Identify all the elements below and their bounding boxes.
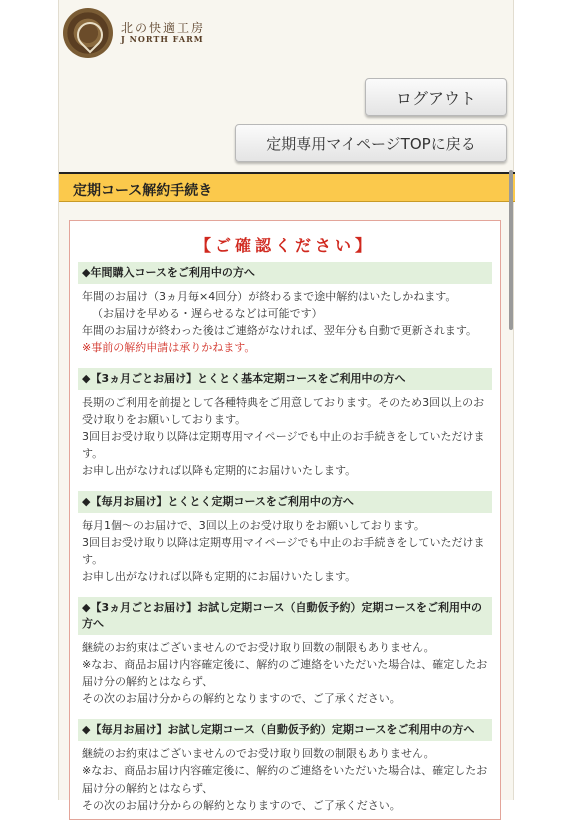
spacer	[78, 707, 492, 719]
mypage-top-button[interactable]: 定期専用マイページTOPに戻る	[235, 124, 507, 162]
notice-block-monthly	[78, 491, 492, 585]
block-line: 長期のご利用を前提として各種特典をご用意しております。そのため3回以上のお受け取りをお願いしております。	[82, 396, 485, 427]
block-heading: ◆【3ヵ月ごとお届け】お試し定期コース（自動仮予約）定期コースをご利用中の方へ	[78, 597, 492, 635]
block-body	[78, 635, 492, 707]
block-line: その次のお届け分からの解約となりますので、ご了承ください。	[82, 798, 401, 812]
block-body	[78, 284, 492, 356]
notice-block-monthly-trial	[78, 719, 492, 813]
brand-name-en: J NORTH FARM	[121, 34, 204, 45]
notice-block-3month-basic	[78, 368, 492, 479]
block-line: 継続のお約束はございませんのでお受け取り回数の制限もありません。	[82, 641, 435, 655]
scrollbar[interactable]	[509, 170, 513, 330]
notice-block-annual	[78, 262, 492, 356]
section-title: 定期コース解約手続き	[59, 172, 515, 202]
page-frame	[58, 0, 514, 812]
logout-button[interactable]: ログアウト	[365, 78, 507, 116]
block-line: ※なお、商品お届け内容確定後に、解約のご連絡をいただいた場合は、確定したお届け分の解約とはならず、	[82, 764, 488, 795]
spacer	[78, 356, 492, 368]
block-heading: ◆【毎月お届け】とくとく定期コースをご利用中の方へ	[78, 491, 492, 513]
spacer	[78, 479, 492, 491]
block-body	[78, 741, 492, 813]
notice-box	[69, 220, 501, 820]
block-line: その次のお届け分からの解約となりますので、ご了承ください。	[82, 692, 401, 706]
brand-logo[interactable]	[63, 8, 205, 58]
brand-text	[121, 21, 205, 45]
spacer	[78, 585, 492, 597]
block-heading: ◆【毎月お届け】お試し定期コース（自動仮予約）定期コースをご利用中の方へ	[78, 719, 492, 741]
block-line: 毎月1個〜のお届けで、3回以上のお受け取りをお願いしております。	[82, 519, 425, 533]
block-line: ※なお、商品お届け内容確定後に、解約のご連絡をいただいた場合は、確定したお届け分の解約とはならず、	[82, 658, 488, 689]
block-body	[78, 390, 492, 479]
block-heading: ◆年間購入コースをご利用中の方へ	[78, 262, 492, 284]
block-line: お申し出がなければ以降も定期的にお届けいたします。	[82, 570, 357, 584]
block-line: 年間のお届け（3ヵ月毎×4回分）が終わるまで途中解約はいたしかねます。	[82, 289, 457, 303]
block-line: 3回目お受け取り以降は定期専用マイページでも中止のお手続きをしていただけます。	[82, 430, 485, 461]
block-body	[78, 513, 492, 585]
brand-emblem-icon	[63, 8, 113, 58]
block-line: 年間のお届けが終わった後はご連絡がなければ、翌年分も自動で更新されます。	[82, 324, 478, 338]
block-line: 継続のお約束はございませんのでお受け取り回数の制限もありません。	[82, 747, 435, 761]
warning-text: ※事前の解約申請は承りかねます。	[82, 341, 256, 355]
block-line: 3回目お受け取り以降は定期専用マイページでも中止のお手続きをしていただけます。	[82, 536, 485, 567]
block-heading: ◆【3ヵ月ごとお届け】とくとく基本定期コースをご利用中の方へ	[78, 368, 492, 390]
block-line: お申し出がなければ以降も定期的にお届けいたします。	[82, 464, 357, 478]
block-line: （お届けを早める・遅らせるなどは可能です）	[92, 306, 323, 320]
notice-block-3month-trial	[78, 597, 492, 707]
brand-name-jp: 北の快適工房	[121, 21, 206, 35]
notice-title: 【ご確認ください】	[194, 236, 375, 255]
